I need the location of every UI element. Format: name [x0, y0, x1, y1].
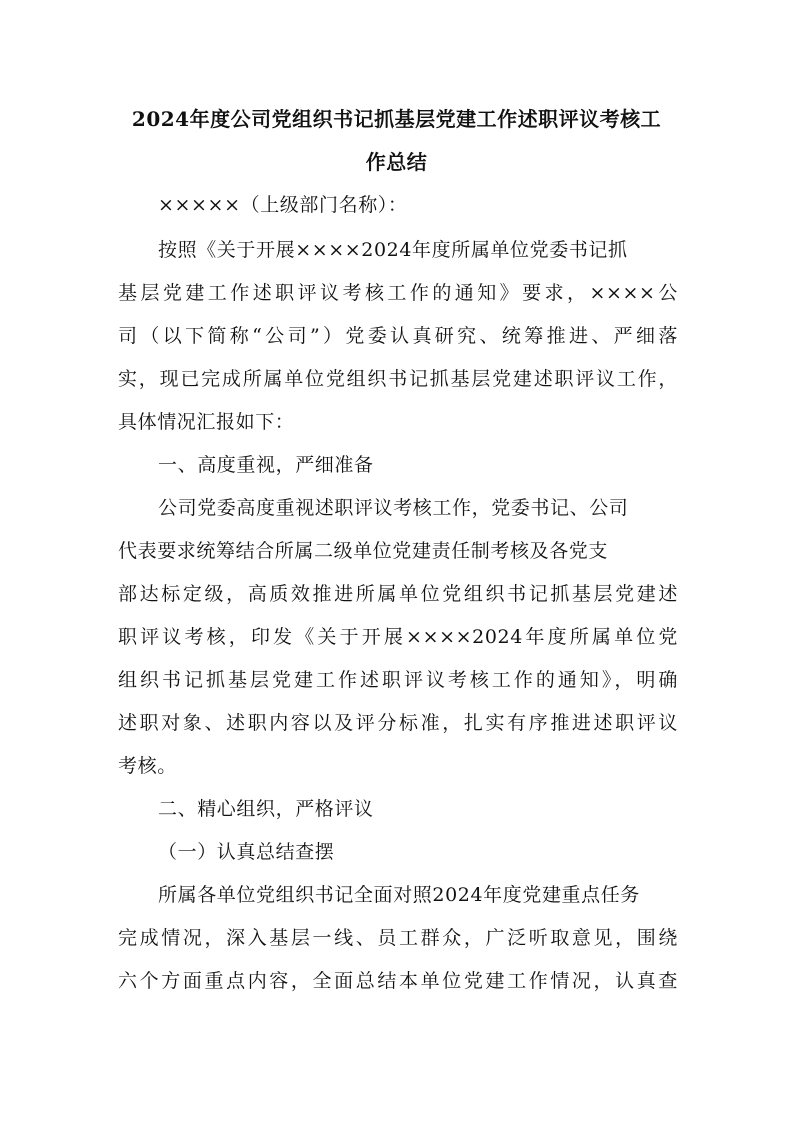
paragraph-line: 考核。 [118, 755, 177, 777]
document-title-line-2: 作总结 [365, 150, 428, 174]
paragraph-line: 组织书记抓基层党建工作述职评议考核工作的通知》，明确 [118, 669, 678, 691]
salutation: ×××××（上级部门名称）： [158, 194, 408, 216]
section-heading: 一、高度重视，严细准备 [158, 454, 374, 476]
paragraph-line: 部达标定级，高质效推进所属单位党组织书记抓基层党建述 [118, 583, 678, 605]
paragraph-line: 基层党建工作述职评议考核工作的通知》要求，××××公 [118, 282, 678, 304]
paragraph-line: 述职对象、述职内容以及评分标准，扎实有序推进述职评议 [118, 712, 678, 734]
paragraph-line: 所属各单位党组织书记全面对照2024年度党建重点任务 [158, 884, 640, 906]
paragraph-line: 六个方面重点内容，全面总结本单位党建工作情况，认真查 [118, 970, 678, 992]
document-title-line-1: 2024年度公司党组织书记抓基层党建工作述职评议考核工 [131, 107, 662, 131]
paragraph-line: 司（以下简称“公司”）党委认真研究、统筹推进、严细落 [118, 325, 678, 347]
paragraph-line: 实，现已完成所属单位党组织书记抓基层党建述职评议工作， [118, 368, 678, 390]
paragraph-line: 完成情况，深入基层一线、员工群众，广泛听取意见，围绕 [118, 927, 678, 949]
paragraph-line: 公司党委高度重视述职评议考核工作，党委书记、公司 [158, 497, 629, 519]
section-heading: 二、精心组织，严格评议 [158, 798, 374, 820]
paragraph-line: 职评议考核，印发《关于开展××××2024年度所属单位党 [118, 626, 678, 648]
paragraph-line: 代表要求统筹结合所属二级单位党建责任制考核及各党支 [118, 540, 609, 562]
paragraph-line: 按照《关于开展××××2024年度所属单位党委书记抓 [158, 239, 628, 261]
paragraph-line: 具体情况汇报如下： [118, 411, 295, 433]
subsection-heading: （一）认真总结查摆 [158, 841, 335, 863]
